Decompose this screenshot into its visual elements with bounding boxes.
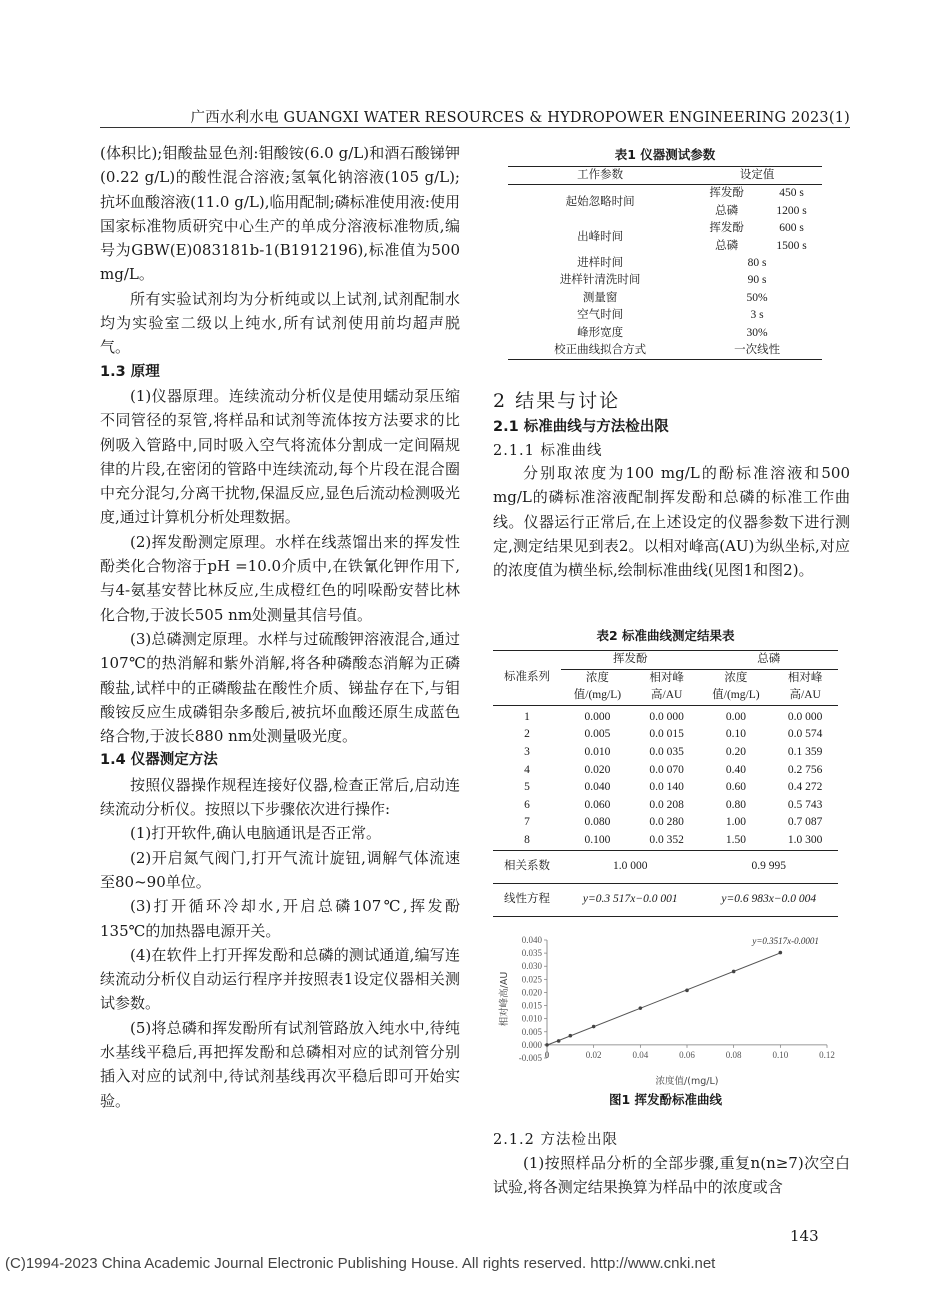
table-1-cell: 起始忽略时间	[565, 196, 635, 209]
table-2-cell: 0.080	[584, 816, 611, 829]
step-2: (2)开启氮气阀门,打开气流计旋钮,调解气体流速至80~90单位。	[100, 848, 460, 891]
x-tick-label: 0.06	[679, 1049, 695, 1060]
table-2-eq-label: 线性方程	[504, 892, 550, 905]
table-2-row	[493, 832, 838, 850]
lod-paragraph-wrap	[493, 1151, 850, 1200]
table-1-cell: 80 s	[747, 257, 767, 270]
table-2-caption: 表2 标准曲线测定结果表	[596, 628, 735, 643]
step-3: (3)打开循环冷却水,开启总磷107℃,挥发酚135℃的加热器电源开关。	[100, 897, 460, 940]
table-2-cell: 7	[524, 816, 530, 829]
table-1-cell: 1500 s	[776, 239, 807, 252]
data-point	[545, 1043, 549, 1047]
table-2-cell: 0.60	[725, 781, 746, 794]
table-2-header-conc: 浓度值/(mg/L)	[712, 671, 760, 702]
table-2-header-conc: 浓度值/(mg/L)	[573, 671, 622, 702]
section-2-1-1-heading: 2.1.1 标准曲线	[493, 443, 603, 459]
x-tick-label: 0	[544, 1049, 550, 1060]
section-2-heading: 2 结果与讨论	[493, 390, 621, 412]
table-1-cell: 30%	[746, 326, 768, 339]
x-tick-label: 0.02	[585, 1049, 602, 1060]
table-2-cell: 0.005	[584, 728, 611, 741]
table-2-row	[493, 779, 838, 797]
table-1-cell: 测量窗	[582, 291, 618, 304]
y-tick-label: 0.030	[521, 961, 542, 972]
data-point	[685, 989, 689, 993]
table-2-eq-phenol: y=0.3 517x−0.0 001	[582, 892, 678, 905]
table-2-cell: 0.040	[584, 781, 611, 794]
copyright-footer: (C)1994-2023 China Academic Journal Electronic Publishing House. All rights reserved. http://www.cnki.net	[5, 1255, 716, 1272]
step-5: (5)将总磷和挥发酚所有试剂管路放入纯水中,待纯水基线平稳后,再把挥发酚和总磷相对应的试剂管分别插入对应的试剂中,待试剂基线再次平稳后即可开始实验。	[100, 1018, 460, 1110]
table-2-cell: 0.5 743	[787, 798, 823, 811]
table-1-cell: 450 s	[779, 187, 804, 200]
procedure-intro-paragraph: 按照仪器操作规程连接好仪器,检查正常后,启动连续流动分析仪。按照以下步骤依次进行操作:	[100, 775, 460, 819]
table-2-cell: 6	[524, 798, 530, 811]
table-2-row	[493, 744, 838, 762]
table-2-cell: 1.0 300	[787, 833, 823, 846]
table-2-cell: 0.10	[725, 728, 746, 741]
table-1-cell: 挥发酚	[709, 187, 744, 200]
table-1-cell: 峰形宽度	[577, 326, 624, 339]
y-tick-label: 0.020	[521, 987, 542, 998]
data-point	[779, 951, 783, 955]
table-1-cell: 3 s	[750, 309, 764, 322]
table-1-cell: 空气时间	[577, 309, 624, 322]
table-2-cell: 0.4 272	[787, 781, 823, 794]
table-2-cell: 0.060	[584, 798, 611, 811]
step-1: (1)打开软件,确认电脑通讯是否正常。	[130, 824, 382, 843]
table-1-cell: 90 s	[747, 274, 767, 287]
trendline-equation: y=0.3517x-0.0001	[752, 935, 819, 946]
table-1-header-param: 工作参数	[577, 169, 624, 181]
table-2-cell: 5	[524, 781, 530, 794]
reagents-paragraph: (体积比);钼酸盐显色剂:钼酸铵(6.0 g/L)和酒石酸锑钾(0.22 g/L)的酸性混合溶液;氢氧化钠溶液(105 g/L);抗坏血酸溶液(11.0 g/L),临用配制;磷标准使用液:使用国家标准物质研究中心生产的单成分溶液标准物质,编号为GBW(E)083181b-1(B1912196),标准值为500 mg/L。	[100, 144, 460, 284]
section-1-4-heading: 1.4 仪器测定方法	[100, 752, 218, 769]
table-2-cell: 1	[524, 710, 530, 723]
table-2-cell: 0.010	[584, 745, 611, 758]
table-1-cell: 1200 s	[776, 204, 807, 217]
table-1-cell: 出峰时间	[577, 230, 624, 243]
table-1-cell: 挥发酚	[709, 222, 744, 235]
table-2-corr-phenol: 1.0 000	[613, 859, 648, 872]
figure-1-caption: 图1 挥发酚标准曲线	[608, 1092, 723, 1107]
table-2-cell: 0.100	[584, 833, 611, 846]
table-2-corr-label: 相关系数	[504, 859, 550, 872]
table-1-header-value: 设定值	[739, 169, 775, 181]
table-1-caption: 表1 仪器测试参数	[614, 147, 716, 162]
table-2-cell: 0.40	[725, 763, 746, 776]
table-1-cell: 进样时间	[577, 257, 624, 270]
y-tick-label: 0.025	[521, 974, 542, 985]
table-2-header-tp: 总磷	[700, 651, 839, 670]
table-2-cell: 0.0 000	[787, 710, 823, 723]
table-2-cell: 0.2 756	[787, 763, 823, 776]
y-tick-label: 0.010	[521, 1013, 542, 1024]
table-2-cell: 0.0 352	[649, 833, 684, 846]
reagents-note-paragraph: 所有实验试剂均为分析纯或以上试剂,试剂配制水均为实验室二级以上纯水,所有试剂使用前均超声脱气。	[100, 289, 460, 357]
table-2-cell: 0.0 000	[649, 710, 684, 723]
table-2-cell: 0.7 087	[787, 816, 823, 829]
table-2-row	[493, 705, 838, 726]
x-tick-label: 0.04	[632, 1049, 649, 1060]
standard-curve-paragraph: 分别取浓度为100 mg/L的酚标准溶液和500 mg/L的磷标准溶液配制挥发酚和总磷的标准工作曲线。仪器运行正常后,在上述设定的仪器参数下进行测定,测定结果见到表2。以相对峰高(AU)为纵坐标,对应的浓度值为横坐标,绘制标准曲线(见图1和图2)。	[493, 464, 850, 580]
table-1-cell: 校正曲线拟合方式	[554, 344, 647, 357]
step-4: (4)在软件上打开挥发酚和总磷的测试通道,编写连续流动分析仪自动运行程序并按照表1设定仪器相关测试参数。	[100, 945, 460, 1013]
y-axis-label: 相对峰高/AU	[499, 971, 510, 1027]
table-2-cell: 4	[524, 763, 530, 776]
table-1-cell: 总磷	[715, 239, 739, 252]
table-2-cell: 0.0 280	[649, 816, 684, 829]
table-2-corr-tp: 0.9 995	[751, 859, 786, 872]
instrument-principle-paragraph: (1)仪器原理。连续流动分析仪是使用蠕动泵压缩不同管径的泵管,将样品和试剂等流体按方法要求的比例吸入管路中,同时吸入空气将流体分割成一定间隔规律的片段,在密闭的管路中连续流动,每个片段在混合圈中充分混匀,分离干扰物,保温反应,显色后流动检测吸光度,通过计算机分析处理数据。	[100, 386, 460, 527]
table-2-cell: 0.0 035	[649, 745, 684, 758]
phosphorus-principle-paragraph: (3)总磷测定原理。水样与过硫酸钾溶液混合,通过107℃的热消解和紫外消解,将各种磷酸态消解为正磷酸盐,试样中的正磷酸盐在酸性介质、锑盐存在下,与钼酸铵反应生成磷钼杂多酸后,被抗坏血酸还原生成蓝色络合物,于波长880 nm处测量吸光度。	[100, 629, 460, 746]
trendline	[547, 953, 780, 1045]
y-tick-label: 0.035	[521, 948, 542, 959]
table-1-cell: 一次线性	[734, 344, 781, 357]
x-tick-label: 0.10	[772, 1049, 789, 1060]
x-tick-label: 0.08	[725, 1049, 742, 1060]
x-axis-label: 浓度值/(mg/L)	[655, 1076, 719, 1087]
x-tick-label: 0.12	[819, 1049, 835, 1060]
y-tick-label: -0.005	[518, 1053, 542, 1063]
data-point	[569, 1034, 573, 1038]
table-1-cell: 50%	[746, 291, 768, 304]
table-2-row	[493, 814, 838, 832]
table-2-cell: 0.80	[725, 798, 746, 811]
table-2-cell: 2	[524, 728, 530, 741]
data-point	[557, 1039, 561, 1043]
standard-curve-paragraph-wrap	[493, 461, 850, 582]
table-2-cell: 0.0 208	[649, 798, 684, 811]
section-2-1-2-heading: 2.1.2 方法检出限	[493, 1132, 619, 1148]
table-2-header-std: 标准系列	[504, 671, 550, 684]
table-2-eq-tp: y=0.6 983x−0.0 004	[721, 892, 817, 905]
phenol-standard-curve-chart	[495, 928, 840, 1090]
table-2	[493, 650, 838, 917]
running-header: 广西水利水电 GUANGXI WATER RESOURCES & HYDROPOWER ENGINEERING 2023(1)	[190, 110, 850, 126]
y-tick-label: 0.040	[521, 935, 542, 945]
table-2-cell: 0.1 359	[787, 745, 823, 758]
table-1-cell: 600 s	[779, 222, 804, 235]
table-2-cell: 1.00	[725, 816, 746, 829]
table-2-row	[493, 726, 838, 744]
data-point	[592, 1025, 596, 1029]
table-2-cell: 0.0 140	[649, 781, 684, 794]
y-tick-label: 0.000	[521, 1039, 542, 1050]
table-1	[508, 166, 822, 360]
table-2-cell: 1.50	[725, 833, 746, 846]
data-point	[639, 1006, 643, 1010]
page-number: 143	[790, 1227, 819, 1245]
table-2-header-peak: 相对峰高/AU	[649, 671, 684, 702]
data-point	[732, 970, 736, 974]
table-2-cell: 0.20	[725, 745, 746, 758]
table-2-cell: 0.0 574	[787, 728, 823, 741]
table-2-cell: 0.0 070	[649, 763, 684, 776]
table-2-cell: 0.020	[584, 763, 611, 776]
y-tick-label: 0.005	[521, 1026, 542, 1037]
table-2-cell: 3	[524, 745, 530, 758]
table-2-header-peak: 相对峰高/AU	[787, 671, 823, 702]
table-2-cell: 0.0 015	[649, 728, 684, 741]
table-1-cell: 进样针清洗时间	[559, 274, 641, 287]
table-2-cell: 0.000	[584, 710, 611, 723]
table-1-cell: 总磷	[715, 204, 739, 217]
phenol-principle-paragraph: (2)挥发酚测定原理。水样在线蒸馏出来的挥发性酚类化合物溶于pH =10.0介质中,在铁氰化钾作用下,与4-氨基安替比林反应,生成橙红色的吲哚酚安替比林化合物,于波长505 nm处测量其信号值。	[100, 532, 460, 624]
header-rule	[100, 127, 850, 128]
section-1-3-heading: 1.3 原理	[100, 363, 160, 380]
table-2-cell: 8	[524, 833, 530, 846]
table-2-row	[493, 762, 838, 780]
table-2-cell: 0.00	[725, 710, 746, 723]
table-2-row	[493, 797, 838, 815]
table-2-header-phenol: 挥发酚	[561, 651, 700, 670]
lod-paragraph: (1)按照样品分析的全部步骤,重复n(n≥7)次空白试验,将各测定结果换算为样品中的浓度或含	[493, 1154, 850, 1197]
section-2-1-heading: 2.1 标准曲线与方法检出限	[493, 419, 669, 435]
left-column	[100, 141, 460, 1113]
y-tick-label: 0.015	[521, 1000, 542, 1011]
